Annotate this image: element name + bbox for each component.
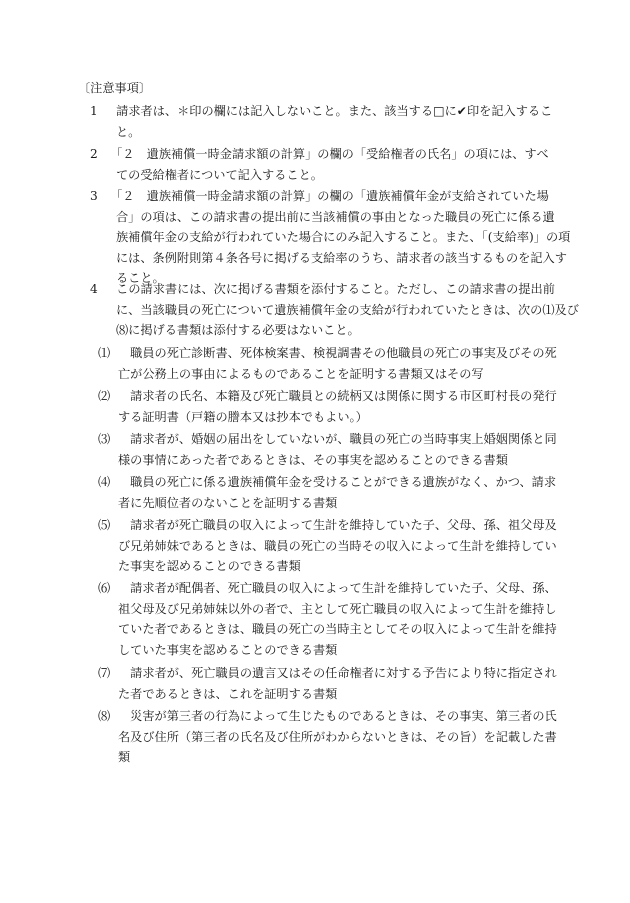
- attachment-line: 者に先順位者のないことを証明する書類: [118, 495, 338, 510]
- attachment-line: 請求者の氏名、本籍及び死亡職員との続柄又は関係に関する市区町村長の発行: [118, 389, 557, 403]
- attachment-line: 祖父母及び兄弟姉妹以外の者で、主として死亡職員の収入によって生計を維持し: [118, 601, 557, 616]
- note-line: この請求書には、次に掲げる書類を添付すること。ただし、この請求書の提出前: [104, 282, 555, 296]
- attachment-line: 様の事情にあった者であるときは、その事実を認めることのできる書類: [118, 452, 508, 467]
- attachment-line: 災害が第三者の行為によって生じたものであるときは、その事実、第三者の氏: [118, 709, 557, 723]
- attachment-line: 請求者が、婚姻の届出をしていないが、職員の死亡の当時事実上婚姻関係と同: [118, 432, 557, 446]
- attachment-line: 請求者が、死亡職員の遺言又はその任命権者に対する予告により特に指定され: [118, 666, 557, 680]
- attachment-item-2: [98, 386, 564, 427]
- attachment-item-8: [98, 706, 564, 768]
- attachment-line: 職員の死亡診断書、死体検案書、検視調書その他職員の死亡の事実及びその死: [118, 346, 557, 360]
- note-line: ること。: [116, 271, 165, 285]
- note-line: には、条例附則第４条各号に掲げる支給率のうち、請求者の該当するものを記入す: [116, 250, 567, 265]
- attachment-line: 請求者が死亡職員の収入によって生計を維持していた子、父母、孫、祖父母及: [118, 518, 557, 532]
- attachment-number: ⑺: [98, 666, 111, 680]
- note-line: に、当該職員の死亡について遺族補償年金の支給が行われていたときは、次の⑴及び: [116, 302, 579, 317]
- note-number: 3: [90, 189, 98, 203]
- attachment-line: た者であるときは、これを証明する書類: [118, 686, 338, 701]
- attachment-line: 亡が公務上の事由によるものであることを証明する書類又はその写: [118, 366, 484, 381]
- note-line: ての受給権者について記入すること。: [116, 167, 323, 182]
- note-number: 2: [90, 147, 98, 161]
- attachment-number: ⑷: [98, 475, 111, 489]
- attachment-line: 職員の死亡に係る遺族補償年金を受けることができる遺族がなく、かつ、請求: [118, 475, 557, 489]
- attachment-number: ⑸: [98, 518, 111, 532]
- note-line: と。: [116, 124, 141, 139]
- attachment-line: していた事実を認めることのできる書類: [118, 642, 338, 657]
- attachment-line: び兄弟姉妹であるときは、職員の死亡の当時その収入によって生計を維持してい: [118, 538, 557, 553]
- note-item-2: [78, 144, 564, 185]
- note-line: 合」の項は、この請求書の提出前に当該補償の事由となった職員の死亡に係る遺: [116, 209, 555, 224]
- attachment-item-3: [98, 429, 564, 470]
- note-item-3: [78, 186, 571, 289]
- note-line: 「２ 遺族補償一時金請求額の計算」の欄の「受給権者の氏名」の項には、すべ: [104, 147, 549, 161]
- attachment-line: た事実を認めることのできる書類: [118, 559, 301, 573]
- note-number: 4: [90, 282, 98, 296]
- attachment-line: 類: [118, 750, 131, 764]
- attachment-item-1: [98, 343, 564, 384]
- attachment-number: ⑻: [98, 709, 111, 723]
- note-line: 「２ 遺族補償一時金請求額の計算」の欄の「遺族補償年金が支給されていた場: [104, 189, 549, 203]
- attachment-number: ⑵: [98, 389, 111, 403]
- note-line: 族補償年金の支給が行われていた場合にのみ記入すること。また、「(支給率)」の項: [116, 230, 571, 244]
- attachment-item-6: [98, 578, 564, 660]
- attachment-number: ⑶: [98, 432, 111, 446]
- attachment-item-4: [98, 472, 564, 513]
- note-line: ⑻に掲げる書類は添付する必要はないこと。: [116, 323, 360, 337]
- attachment-line: 請求者が配偶者、死亡職員の収入によって生計を維持していた子、父母、孫、: [118, 581, 557, 595]
- attachment-item-7: [98, 663, 564, 704]
- note-line: 請求者は、＊印の欄には記入しないこと。また、該当する□に✔印を記入するこ: [104, 104, 553, 118]
- attachment-line: する証明書（戸籍の謄本又は抄本でもよい。）: [118, 409, 368, 424]
- notes-heading: 〔注意事項〕: [78, 81, 152, 95]
- note-number: 1: [90, 104, 98, 118]
- attachment-number: ⑹: [98, 581, 111, 595]
- attachment-item-5: [98, 515, 564, 577]
- note-item-1: [78, 101, 564, 142]
- attachment-number: ⑴: [98, 346, 111, 360]
- attachment-line: 名及び住所（第三者の氏名及び住所がわからないときは、その旨）を記載した書: [118, 729, 557, 744]
- note-item-4: [78, 279, 579, 341]
- attachment-line: ていた者であるときは、職員の死亡の当時主としてその収入によって生計を維持: [118, 622, 557, 636]
